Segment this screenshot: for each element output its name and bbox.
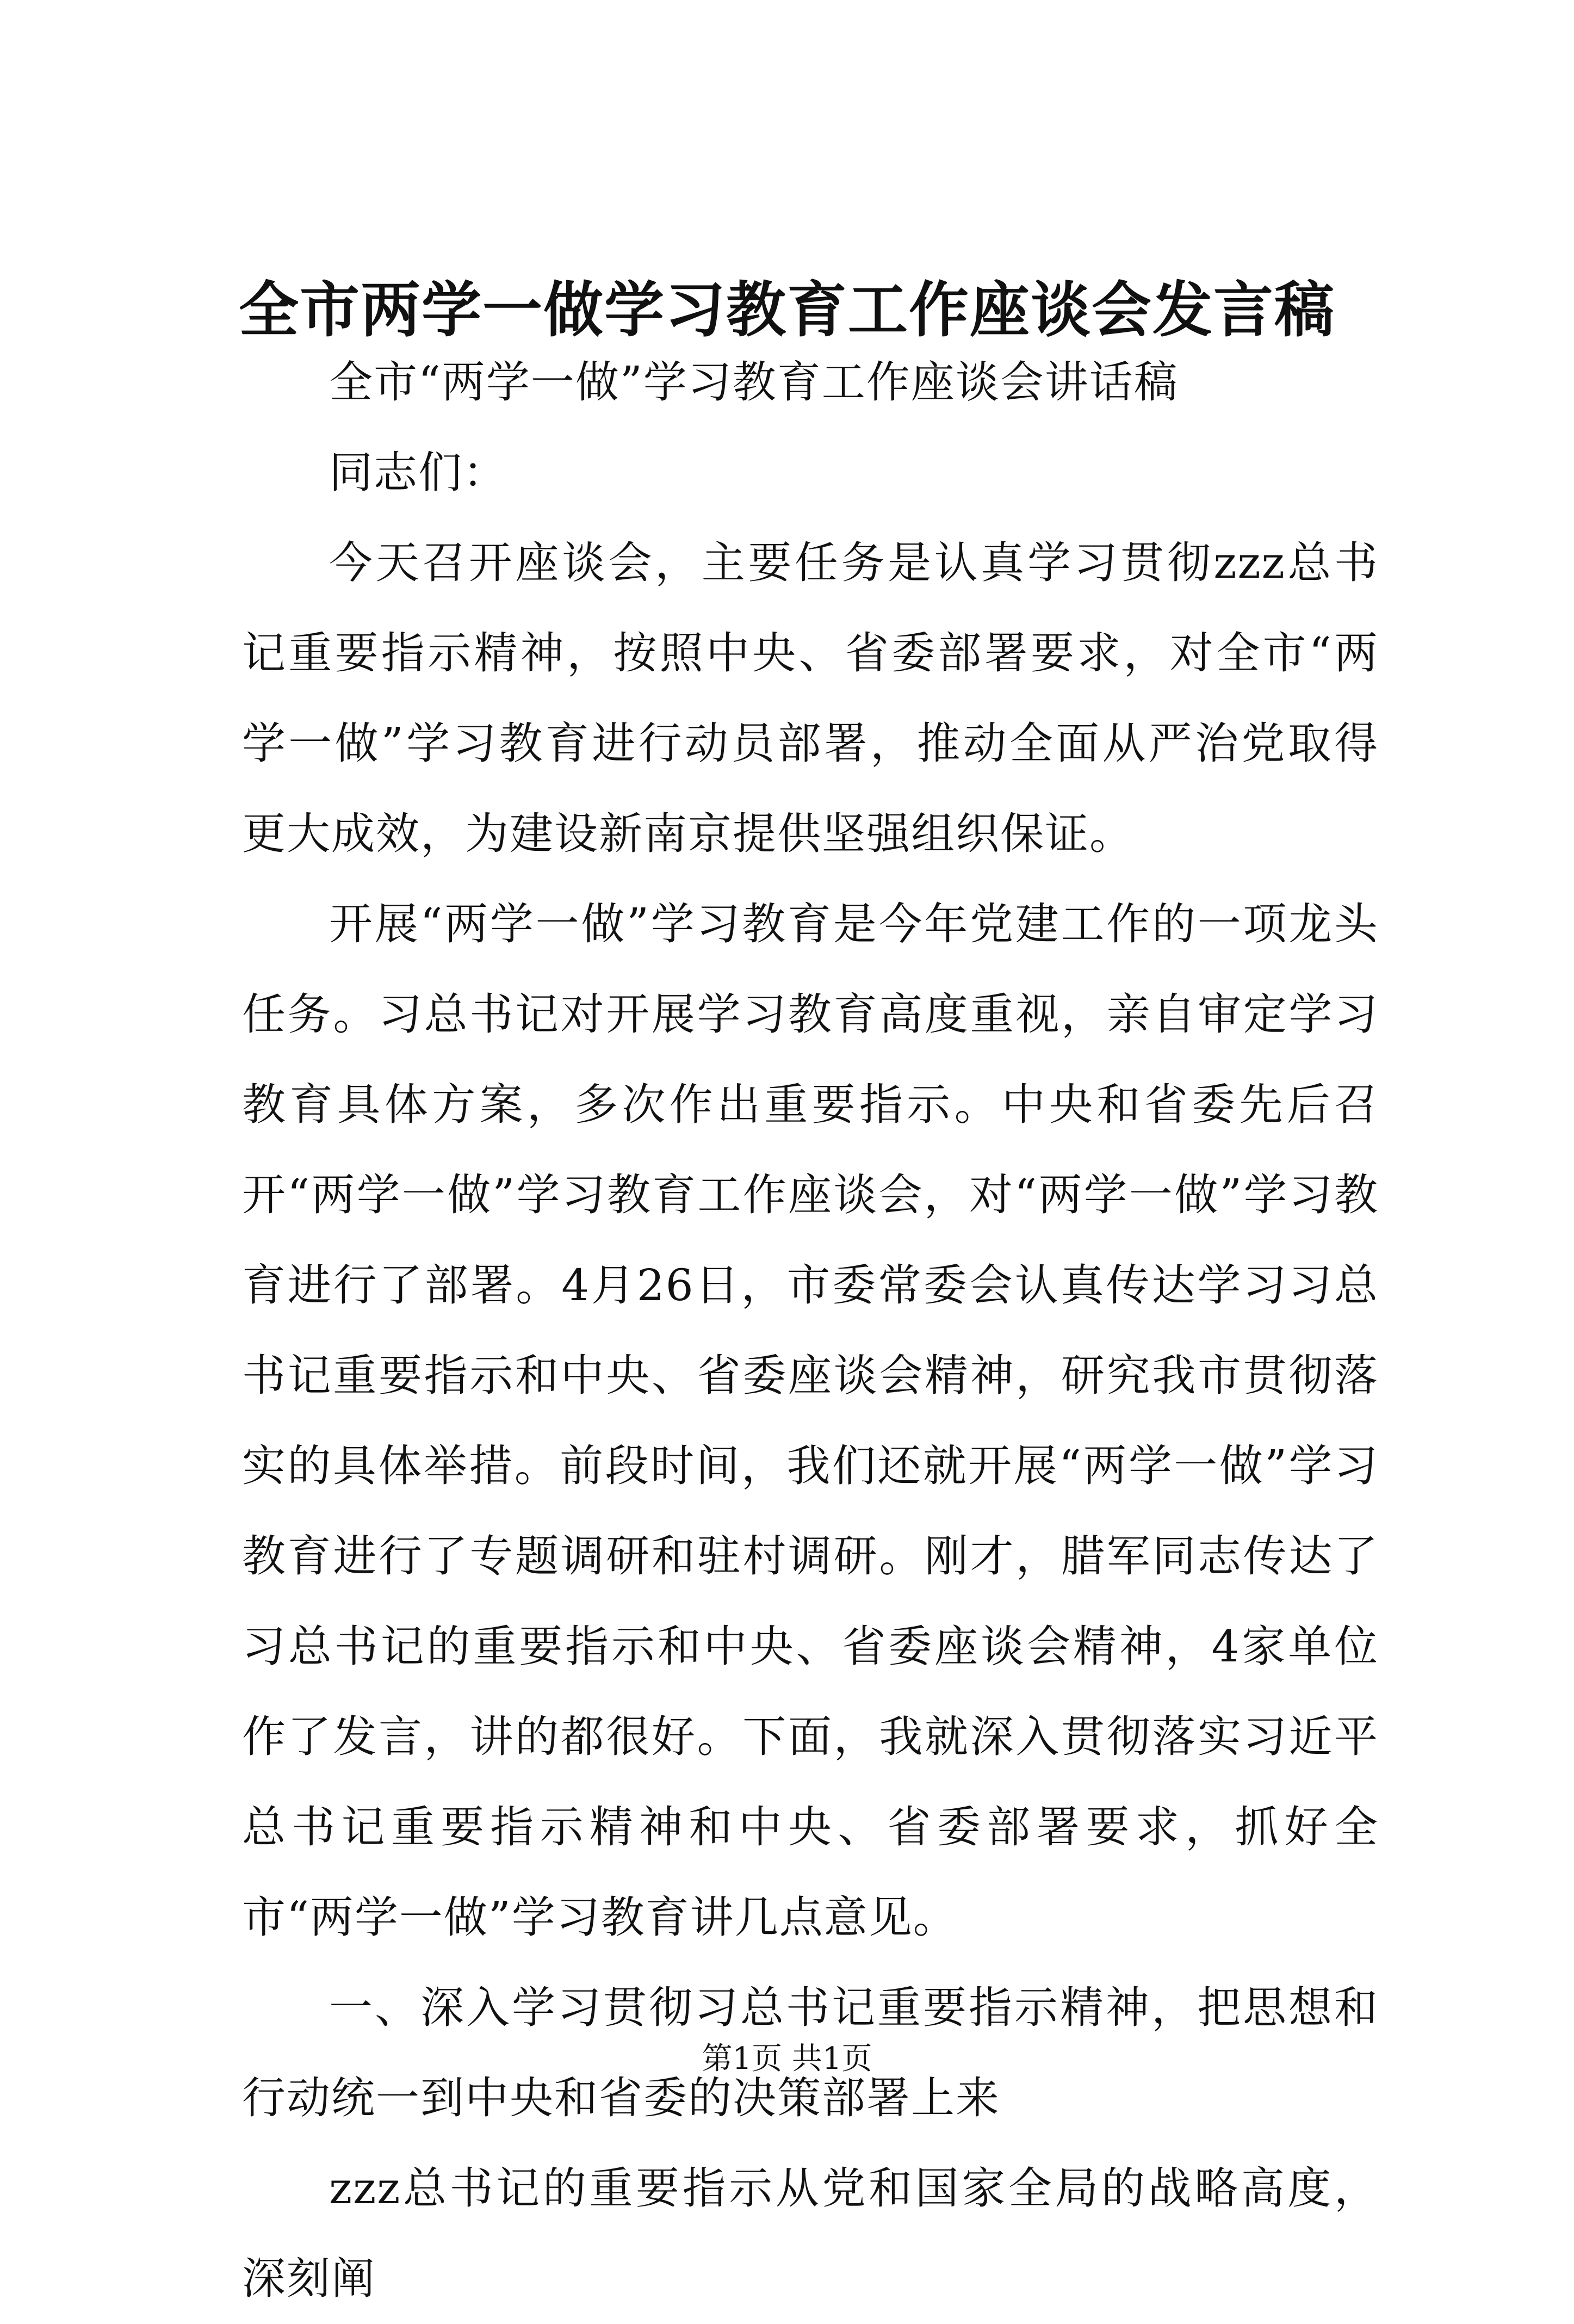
document-title: 全市两学一做学习教育工作座谈会发言稿	[239, 275, 1335, 345]
paragraph-background: 开展“两学一做”学习教育是今年党建工作的一项龙头任务。习总书记对开展学习教育高度重视，亲自审定学习教育具体方案，多次作出重要指示。中央和省委先后召开“两学一做”学习教育工作座谈会，对“两学一做”学习教育进行了部署。4月26日，市委常委会认真传达学习习总书记重要指示和中央、省委座谈会精神，研究我市贯彻落实的具体举措。前段时间，我们还就开展“两学一做”学习教育进行了专题调研和驻村调研。刚才，腊军同志传达了习总书记的重要指示和中央、省委座谈会精神，4家单位作了发言，讲的都很好。下面，我就深入贯彻落实习近平总书记重要指示精神和中央、省委部署要求，抓好全市“两学一做”学习教育讲几点意见。	[242, 899, 1379, 1943]
paragraph-salutation: 同志们：	[329, 447, 507, 498]
paragraph-subtitle: 全市“两学一做”学习教育工作座谈会讲话稿	[329, 357, 1179, 407]
document-body	[242, 337, 1379, 2324]
paragraph-section-1: zzz总书记的重要指示从党和国家全局的战略高度，深刻阐	[242, 2163, 1379, 2304]
page-footer: 第1页 共1页	[702, 2041, 872, 2076]
paragraph-intro: 今天召开座谈会，主要任务是认真学习贯彻zzz总书记重要指示精神，按照中央、省委部署要求，对全市“两学一做”学习教育进行动员部署，推动全面从严治党取得更大成效，为建设新南京提供坚强组织保证。	[242, 537, 1379, 859]
section-heading-1: 一、深入学习贯彻习总书记重要指示精神，把思想和行动统一到中央和省委的决策部署上来	[242, 1982, 1379, 2123]
